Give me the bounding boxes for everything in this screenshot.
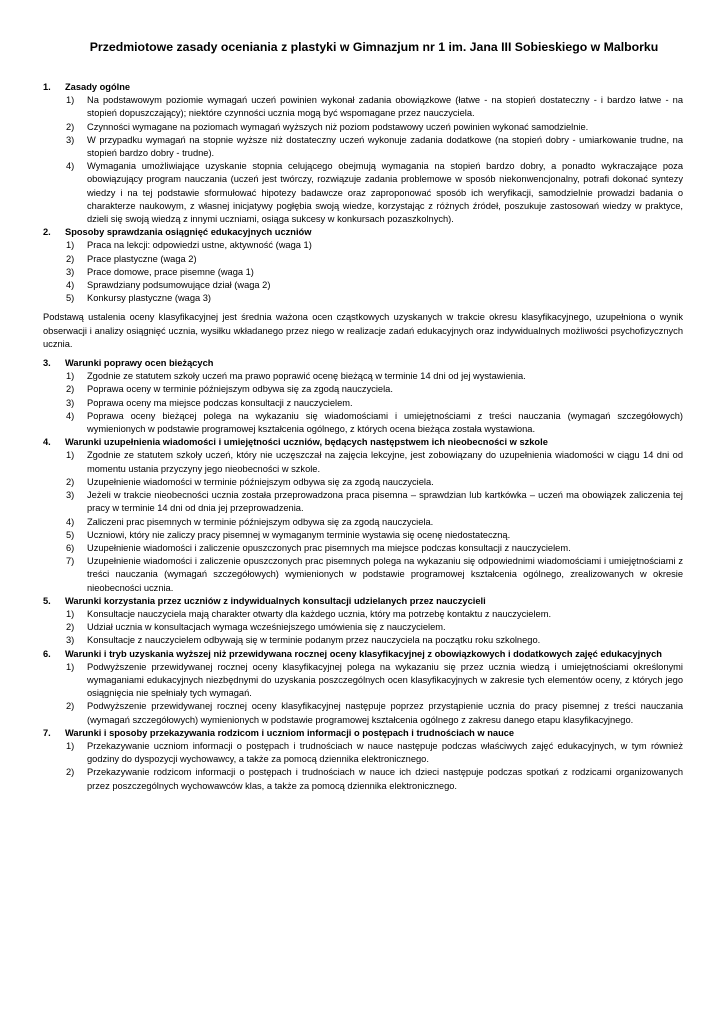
list-item-text: Podwyższenie przewidywanej rocznej oceny klasyfikacyjnej polega na wykazaniu się przez ucznia wiedzą i umiejętnościami określonymi wymaganiami edukacyjnych niezbędnymi do uzyskania poszczególnych ocen klasyfikacyjnych w zakresie tych elementów oceny, z których jego osiągnięcia nie spełniały tych wymagań.	[87, 661, 683, 699]
section-5	[43, 595, 683, 648]
list-item-text: Konsultacje z nauczycielem odbywają się w terminie podanym przez nauczyciela na początku roku szkolnego.	[87, 635, 541, 646]
list-item	[65, 489, 683, 515]
list-item-text: Czynności wymagane na poziomach wymagań wyższych niż poziom podstawowy uczeń powinien wykonać samodzielnie.	[87, 121, 589, 132]
list-item-number: 1)	[66, 608, 75, 619]
list-item-text: Zaliczeni prac pisemnych w terminie późniejszym odbywa się za zgodą nauczyciela.	[87, 516, 434, 527]
list-item-text: Przekazywanie uczniom informacji o postępach i trudnościach w nauce następuje podczas właściwych zajęć edukacyjnych, w tym również godziny do dyspozycji wychowawcy, a także za pomocą dziennika elektronicznego.	[87, 740, 683, 765]
list-item-number: 2)	[66, 121, 75, 132]
list-item	[65, 529, 683, 542]
section-6	[43, 648, 683, 727]
list-item-number: 2)	[66, 622, 75, 633]
list-item	[65, 608, 683, 621]
list-item	[65, 766, 683, 792]
list-item-number: 2)	[66, 253, 75, 264]
list-item-number: 1)	[66, 661, 75, 672]
list-item-text: Przekazywanie rodzicom informacji o postępach i trudnościach w nauce ich dzieci następuje podczas spotkań z rodzicami organizowanych przez poszczególnych wychowawców klas, a także za pomocą dziennika elektronicznego.	[87, 767, 683, 791]
section-number: 3.	[43, 358, 51, 369]
list-item	[65, 634, 683, 647]
list-item-number: 3)	[66, 266, 75, 277]
list-item-text: Uzupełnienie wiadomości w terminie późniejszym odbywa się za zgodą nauczyciela.	[87, 476, 434, 487]
list-item-number: 6)	[66, 542, 75, 553]
list-item-text: Na podstawowym poziomie wymagań uczeń powinien wykonał zadania obowiązkowe (łatwe - na stopień dostateczny - i bardzo łatwe - na stopień dopuszczający); niektóre czynności ucznia mogą być wspomagane przez nauczyciela.	[87, 95, 683, 119]
list-item-text: Poprawa oceny w terminie późniejszym odbywa się za zgodą nauczyciela.	[87, 384, 393, 395]
list-item-text: Uzupełnienie wiadomości i zaliczenie opuszczonych prac pisemnych polega na wykazaniu się odpowiednimi wiadomościami i umiejętnościami z treści nauczania (wymagań szczegółowych) wymienionych w podstawie programowej kształcenia ogólnego, zrealizowanych w okresie nieobecności ucznia.	[87, 556, 683, 593]
section-number: 7.	[43, 727, 51, 738]
list-item-number: 4)	[66, 516, 75, 527]
list-item-number: 3)	[66, 635, 75, 646]
section-4	[43, 436, 683, 594]
section-title: Warunki uzupełnienia wiadomości i umiejętności uczniów, będących następstwem ich nieobecności w szkole	[65, 437, 548, 448]
section-title: Warunki poprawy ocen bieżących	[65, 358, 214, 369]
list-item-number: 1)	[66, 740, 75, 751]
list-item-number: 2)	[66, 384, 75, 395]
list-item-text: Uczniowi, który nie zaliczy pracy pisemnej w wymaganym terminie wystawia się ocenę niedostateczną.	[87, 529, 511, 540]
list-item-number: 3)	[66, 490, 75, 501]
section-paragraph: Podstawą ustalenia oceny klasyfikacyjnej jest średnia ważona ocen cząstkowych uzyskanych w trakcie okresu klasyfikacyjnego, uzupełniona o wynik obserwacji i analizy osiągnięć ucznia, wysiłku wkładanego przez niego w realizacje zadań edukacyjnych oraz indywidualnych możliwości psychofizycznych ucznia.	[43, 312, 683, 349]
list-item	[65, 555, 683, 595]
list-item	[65, 292, 683, 305]
list-item	[65, 160, 683, 226]
list-item	[65, 621, 683, 634]
section-number: 5.	[43, 595, 51, 606]
list-item	[65, 279, 683, 292]
list-item-number: 2)	[66, 701, 75, 712]
list-item-number: 1)	[66, 240, 75, 251]
list-item	[65, 370, 683, 383]
list-item	[65, 700, 683, 726]
sections-list	[43, 81, 683, 793]
section-title: Sposoby sprawdzania osiągnięć edukacyjnych uczniów	[65, 227, 312, 238]
document-page	[43, 40, 683, 793]
list-item-number: 7)	[66, 556, 75, 567]
list-item-text: Poprawa oceny ma miejsce podczas konsultacji z nauczycielem.	[87, 397, 353, 408]
list-item	[65, 383, 683, 396]
list-item-number: 3)	[66, 134, 75, 145]
list-item	[65, 94, 683, 120]
list-item	[65, 476, 683, 489]
list-item-text: Praca na lekcji: odpowiedzi ustne, aktywność (waga 1)	[87, 240, 312, 251]
list-item-text: Sprawdziany podsumowujące dział (waga 2)	[87, 280, 271, 291]
section-number: 6.	[43, 648, 51, 659]
list-item-text: Prace domowe, prace pisemne (waga 1)	[87, 266, 254, 277]
list-item	[65, 397, 683, 410]
section-title: Warunki i tryb uzyskania wyższej niż przewidywana rocznej oceny klasyfikacyjnej z obowiązkowych i dodatkowych zajęć edukacyjnych	[65, 648, 662, 659]
section-title: Warunki i sposoby przekazywania rodzicom i uczniom informacji o postępach i trudnościach w nauce	[65, 727, 515, 738]
section-2	[43, 226, 683, 305]
section-title: Zasady ogólne	[65, 82, 131, 92]
list-item-number: 1)	[66, 95, 75, 106]
list-item-text: Udział ucznia w konsultacjach wymaga wcześniejszego umówienia się z nauczycielem.	[87, 622, 446, 633]
list-item	[65, 266, 683, 279]
list-item-text: Uzupełnienie wiadomości i zaliczenie opuszczonych prac pisemnych ma miejsce podczas konsultacji z nauczycielem.	[87, 542, 571, 553]
section-number: 1.	[43, 82, 51, 92]
list-item	[65, 542, 683, 555]
list-item-number: 4)	[66, 280, 75, 291]
list-item-number: 5)	[66, 293, 75, 304]
list-item	[65, 134, 683, 160]
list-item-text: Poprawa oceny bieżącej polega na wykazaniu się wiadomościami i umiejętnościami z treści nauczania (wymagań szczegółowych) wymienionych w podstawie programowej kształcenia ogólnego, z których ocena bieżąca została wystawiona.	[87, 410, 683, 435]
list-item-text: Wymagania umożliwiające uzyskanie stopnia celującego obejmują wymagania na stopień bardzo dobry, a ponadto wykraczające poza obowiązujący program nauczania (uczeń jest twórczy, rozwiązuje zadania problemowe w sposób niekonwencjonalny, potrafi dokonać syntezy wiedzy i na tej podstawie sformułować hipotezy badawcze oraz zaproponować sposób ich weryfikacji, samodzielnie prowadzi badania o charakterze naukowym, z własnej inicjatywy pogłębia swoją wiedze, korzystając z różnych źródeł, poszukuje zastosowań wiedzy w praktyce, dzieli się swoją wiedzą z innymi uczniami, osiąga sukcesy w konkursach pozaszkolnych).	[87, 161, 683, 225]
list-item-number: 2)	[66, 767, 75, 778]
list-item-text: Zgodnie ze statutem szkoły uczeń, który nie uczęszczał na zajęcia lekcyjne, jest zobowiązany do uzupełnienia wiadomości w ciągu 14 dni od momentu ustania przyczyny jego nieobecności w szkole.	[87, 450, 683, 474]
list-item-number: 1)	[66, 450, 75, 461]
list-item-number: 1)	[66, 371, 75, 382]
list-item	[65, 239, 683, 252]
section-3	[43, 357, 683, 436]
list-item	[65, 661, 683, 701]
list-item	[65, 253, 683, 266]
list-item-number: 3)	[66, 397, 75, 408]
list-item-number: 5)	[66, 529, 75, 540]
list-item	[65, 121, 683, 134]
document-title: Przedmiotowe zasady oceniania z plastyki w Gimnazjum nr 1 im. Jana III Sobieskiego w Malborku	[89, 40, 659, 54]
list-item	[65, 740, 683, 766]
section-number: 2.	[43, 227, 51, 238]
section-1	[43, 81, 683, 226]
list-item	[65, 516, 683, 529]
list-item	[65, 410, 683, 436]
list-item-number: 4)	[66, 161, 75, 172]
list-item-text: Prace plastyczne (waga 2)	[87, 253, 197, 264]
list-item-text: Zgodnie ze statutem szkoły uczeń ma prawo poprawić ocenę bieżącą w terminie 14 dni od jej wystawienia.	[87, 371, 526, 382]
list-item-text: Konkursy plastyczne (waga 3)	[87, 293, 212, 304]
list-item-text: Jeżeli w trakcie nieobecności ucznia została przeprowadzona praca pisemna – sprawdzian lub kartkówka – uczeń ma obowiązek zaliczenia tej pracy w terminie 14 dni od dnia jej przeprowadzenia.	[87, 490, 683, 514]
list-item-text: W przypadku wymagań na stopnie wyższe niż dostateczny uczeń wykonuje zadania dodatkowe (na stopień dobry - umiarkowanie trudne, na stopień bardzo dobry - trudne).	[87, 134, 683, 159]
list-item-text: Podwyższenie przewidywanej rocznej oceny klasyfikacyjnej następuje poprzez przystąpienie ucznia do pracy pisemnej z treści nauczania (wymagań szczegółowych) wymienionych w podstawie programowej kształcenia ogólnego z zakresu danego etapu klasyfikacyjnego.	[87, 701, 683, 725]
list-item-number: 4)	[66, 410, 75, 421]
section-title: Warunki korzystania przez uczniów z indywidualnych konsultacji udzielanych przez nauczycieli	[65, 595, 486, 606]
list-item	[65, 449, 683, 475]
list-item-text: Konsultacje nauczyciela mają charakter otwarty dla każdego ucznia, który ma potrzebę kontaktu z nauczycielem.	[87, 608, 552, 619]
section-number: 4.	[43, 437, 51, 448]
list-item-number: 2)	[66, 476, 75, 487]
section-7	[43, 727, 683, 793]
